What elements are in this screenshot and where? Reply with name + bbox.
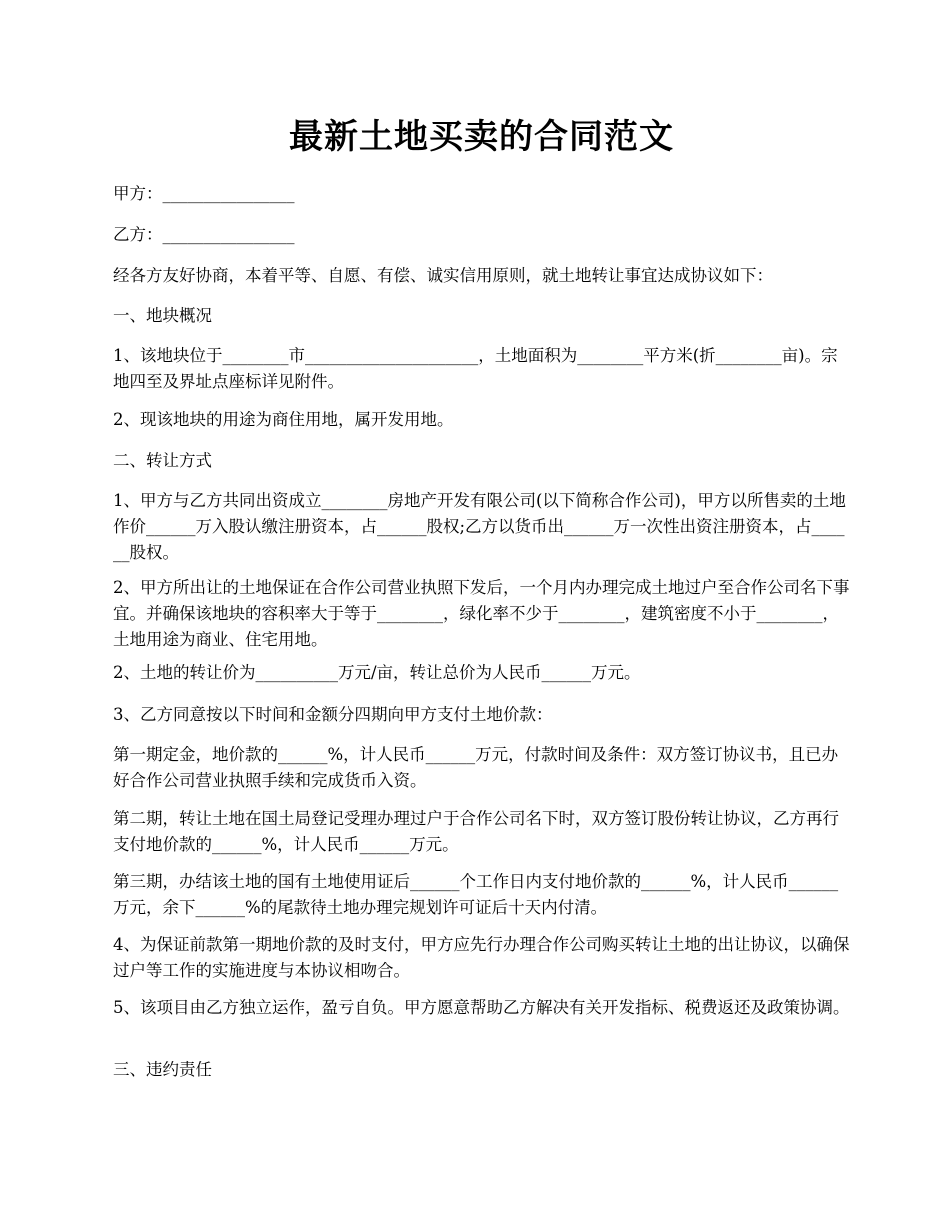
clause-2-2b: 2、土地的转让价为__________万元/亩，转让总价为人民币______万元。 [113,663,641,682]
payment-phase-1: 第一期定金，地价款的______%，计人民币______万元，付款时间及条件：双方签订协议书，且已办好合作公司营业执照手续和完成货币入资。 [113,745,839,790]
section-heading-1: 一、地块概况 [113,306,212,325]
payment-phase-3: 第三期，办结该土地的国有土地使用证后______个工作日内支付地价款的______%，计人民币______万元，余下______%的尾款待土地办理完规划许可证后十天内付清。 [113,872,839,917]
clause-2-4: 4、为保证前款第一期地价款的及时支付，甲方应先行办理合作公司购买转让土地的出让协议，以确保过户等工作的实施进度与本协议相吻合。 [113,935,850,980]
clause-2-5: 5、该项目由乙方独立运作，盈亏自负。甲方愿意帮助乙方解决有关开发指标、税费返还及政策协调。 [113,998,850,1017]
preamble-paragraph: 经各方友好协商，本着平等、自愿、有偿、诚实信用原则，就土地转让事宜达成协议如下： [113,266,773,285]
clause-2-1: 1、甲方与乙方共同出资成立________房地产开发有限公司(以下简称合作公司)，甲方以所售卖的土地作价______万入股认缴注册资本，占______股权;乙方以货币出______万一次性出资注册资本，占______股权。 [113,491,846,562]
payment-phase-2: 第二期，转让土地在国土局登记受理办理过户于合作公司名下时，双方签订股份转让协议，乙方再行支付地价款的______%，计人民币______万元。 [113,809,839,854]
document-title: 最新土地买卖的合同范文 [289,117,674,157]
clause-1-1: 1、该地块位于________市_____________________，土地面积为________平方米(折________亩)。宗地四至及界址点座标详见附件。 [113,346,838,391]
party-a-line: 甲方：________________ [113,184,295,203]
party-b-line: 乙方：________________ [113,225,295,244]
section-heading-3: 三、违约责任 [113,1060,212,1079]
clause-1-2: 2、现该地块的用途为商住用地，属开发用地。 [113,410,454,429]
document-page [113,0,850,1079]
clause-2-2: 2、甲方所出让的土地保证在合作公司营业执照下发后，一个月内办理完成土地过户至合作公司名下事宜。并确保该地块的容积率大于等于________，绿化率不少于________，建筑密度不小于________，土地用途为商业、住宅用地。 [113,578,850,649]
section-heading-2: 二、转让方式 [113,451,212,470]
clause-2-3: 3、乙方同意按以下时间和金额分四期向甲方支付土地价款： [113,705,553,724]
